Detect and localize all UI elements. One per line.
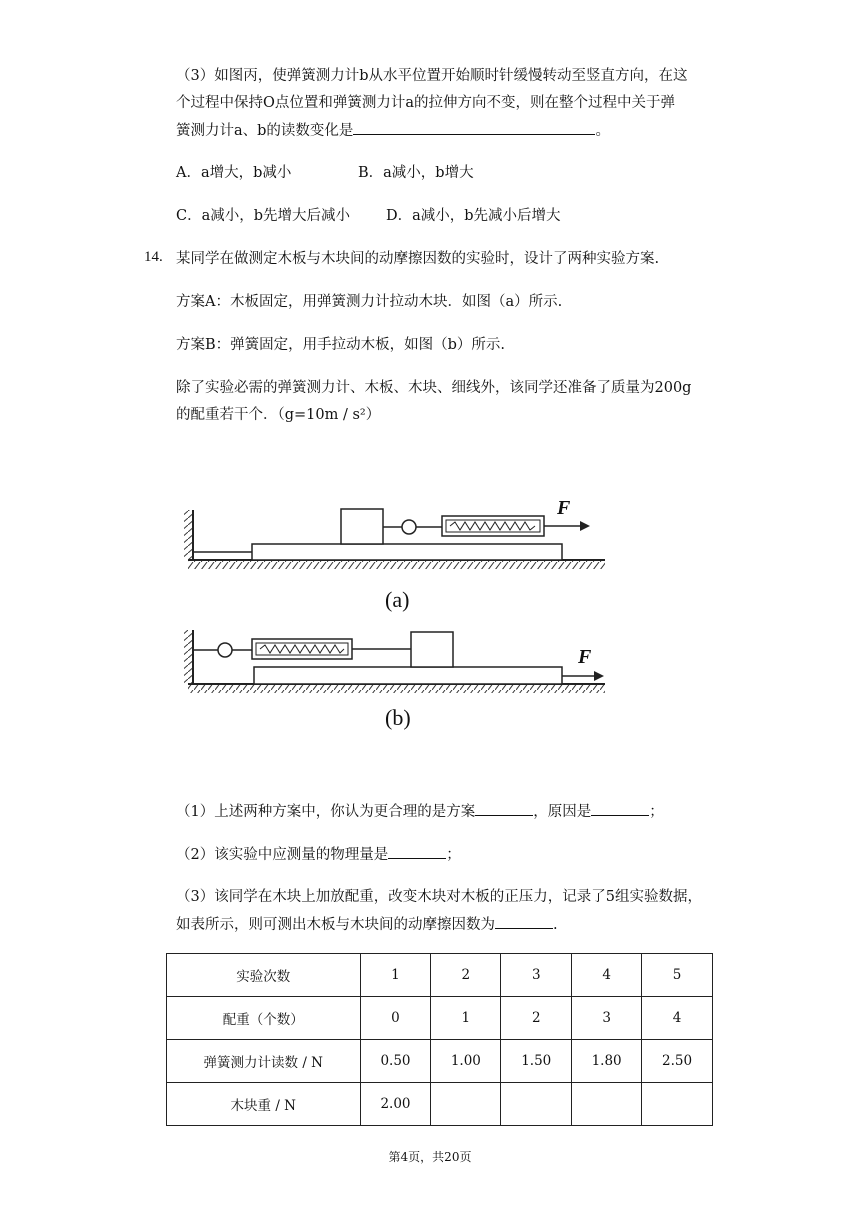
table-cell: 2.50 — [642, 1040, 713, 1083]
q14-sub1-text: （1）上述两种方案中，你认为更合理的是方案 — [176, 804, 476, 820]
table-cell: 2.00 — [360, 1083, 431, 1126]
table-cell: 0 — [360, 997, 431, 1040]
table-cell: 2 — [431, 954, 501, 997]
table-row — [167, 1083, 713, 1126]
table-cell: 4 — [642, 997, 713, 1040]
q13-part3-end: 。 — [595, 123, 610, 139]
q14-sub1-blank-scheme[interactable] — [475, 801, 533, 816]
q14-number: 14. — [144, 249, 163, 265]
q14-sub3-line2 — [176, 914, 558, 935]
q14-sub3-line1: （3）该同学在木块上加放配重，改变木块对木板的正压力，记录了5组实验数据， — [176, 889, 702, 905]
q14-extra-line1: 除了实验必需的弹簧测力计、木板、木块、细线外，该同学还准备了质量为200g — [176, 380, 692, 396]
table-cell: 木块重 / N — [167, 1083, 361, 1126]
table-row — [167, 997, 713, 1040]
q13-part3-line3 — [176, 120, 610, 141]
figure-b-caption: (b) — [385, 705, 411, 730]
table-cell: 实验次数 — [167, 954, 361, 997]
table-cell: 1.80 — [572, 1040, 642, 1083]
data-table — [166, 953, 713, 1126]
table-cell: 1.00 — [431, 1040, 501, 1083]
q14-sub3-end: . — [553, 917, 558, 933]
table-cell[interactable] — [501, 1083, 572, 1126]
q14-sub2-blank[interactable] — [388, 844, 446, 859]
q13-option-d: D．a减小，b先减小后增大 — [386, 208, 561, 224]
q14-sub2-text: （2）该实验中应测量的物理量是 — [176, 847, 389, 863]
figure-a-force-label: F — [557, 497, 571, 519]
q13-option-c: C．a减小，b先增大后减小 — [176, 208, 351, 224]
table-cell[interactable] — [642, 1083, 713, 1126]
q14-scheme-a: 方案A：木板固定，用弹簧测力计拉动木块．如图（a）所示. — [176, 294, 563, 310]
table-cell: 弹簧测力计读数 / N — [167, 1040, 361, 1083]
q13-part3-line2: 个过程中保持O点位置和弹簧测力计a的拉伸方向不变，则在整个过程中关于弹 — [176, 95, 676, 111]
q14-sub3-blank[interactable] — [495, 914, 553, 929]
page-footer: 第4页，共20页 — [388, 1150, 472, 1164]
q14-intro: 某同学在做测定木板与木块间的动摩擦因数的实验时，设计了两种实验方案. — [176, 251, 660, 267]
table-cell: 5 — [642, 954, 713, 997]
table-row — [167, 1040, 713, 1083]
figure-a-caption: (a) — [385, 587, 410, 612]
q13-part3-line3-text: 簧测力计a、b的读数变化是 — [176, 123, 354, 139]
table-cell: 3 — [501, 954, 572, 997]
q14-extra-line2: 的配重若干个．（g=10m / s²） — [176, 407, 381, 423]
q13-part3-line1: （3）如图丙，使弹簧测力计b从水平位置开始顺时针缓慢转动至竖直方向，在这 — [176, 68, 688, 84]
table-cell: 0.50 — [360, 1040, 431, 1083]
q14-sub1 — [176, 801, 664, 822]
q14-sub1-end: ； — [649, 804, 664, 820]
figure-a — [184, 497, 605, 612]
q14-sub1-mid: ，原因是 — [533, 804, 592, 820]
table-cell: 1 — [360, 954, 431, 997]
table-cell: 3 — [572, 997, 642, 1040]
q14-sub2-end: ； — [446, 847, 461, 863]
table-cell: 4 — [572, 954, 642, 997]
q13-option-b: B．a减小，b增大 — [358, 165, 474, 181]
figure-b — [184, 630, 605, 730]
figure-b-force-label: F — [578, 646, 592, 668]
q14-sub1-blank-reason[interactable] — [591, 801, 649, 816]
table-cell[interactable] — [572, 1083, 642, 1126]
q14-sub3-text: 如表所示，则可测出木板与木块间的动摩擦因数为 — [176, 917, 495, 933]
q13-answer-blank[interactable] — [353, 120, 595, 135]
table-cell: 配重（个数） — [167, 997, 361, 1040]
q13-option-a: A．a增大，b减小 — [176, 165, 292, 181]
table-cell: 2 — [501, 997, 572, 1040]
table-cell: 1 — [431, 997, 501, 1040]
experiment-figure — [180, 490, 620, 735]
table-row — [167, 954, 713, 997]
table-cell: 1.50 — [501, 1040, 572, 1083]
table-cell[interactable] — [431, 1083, 501, 1126]
q14-scheme-b: 方案B：弹簧固定，用手拉动木板，如图（b）所示. — [176, 337, 506, 353]
q14-sub2 — [176, 844, 461, 865]
